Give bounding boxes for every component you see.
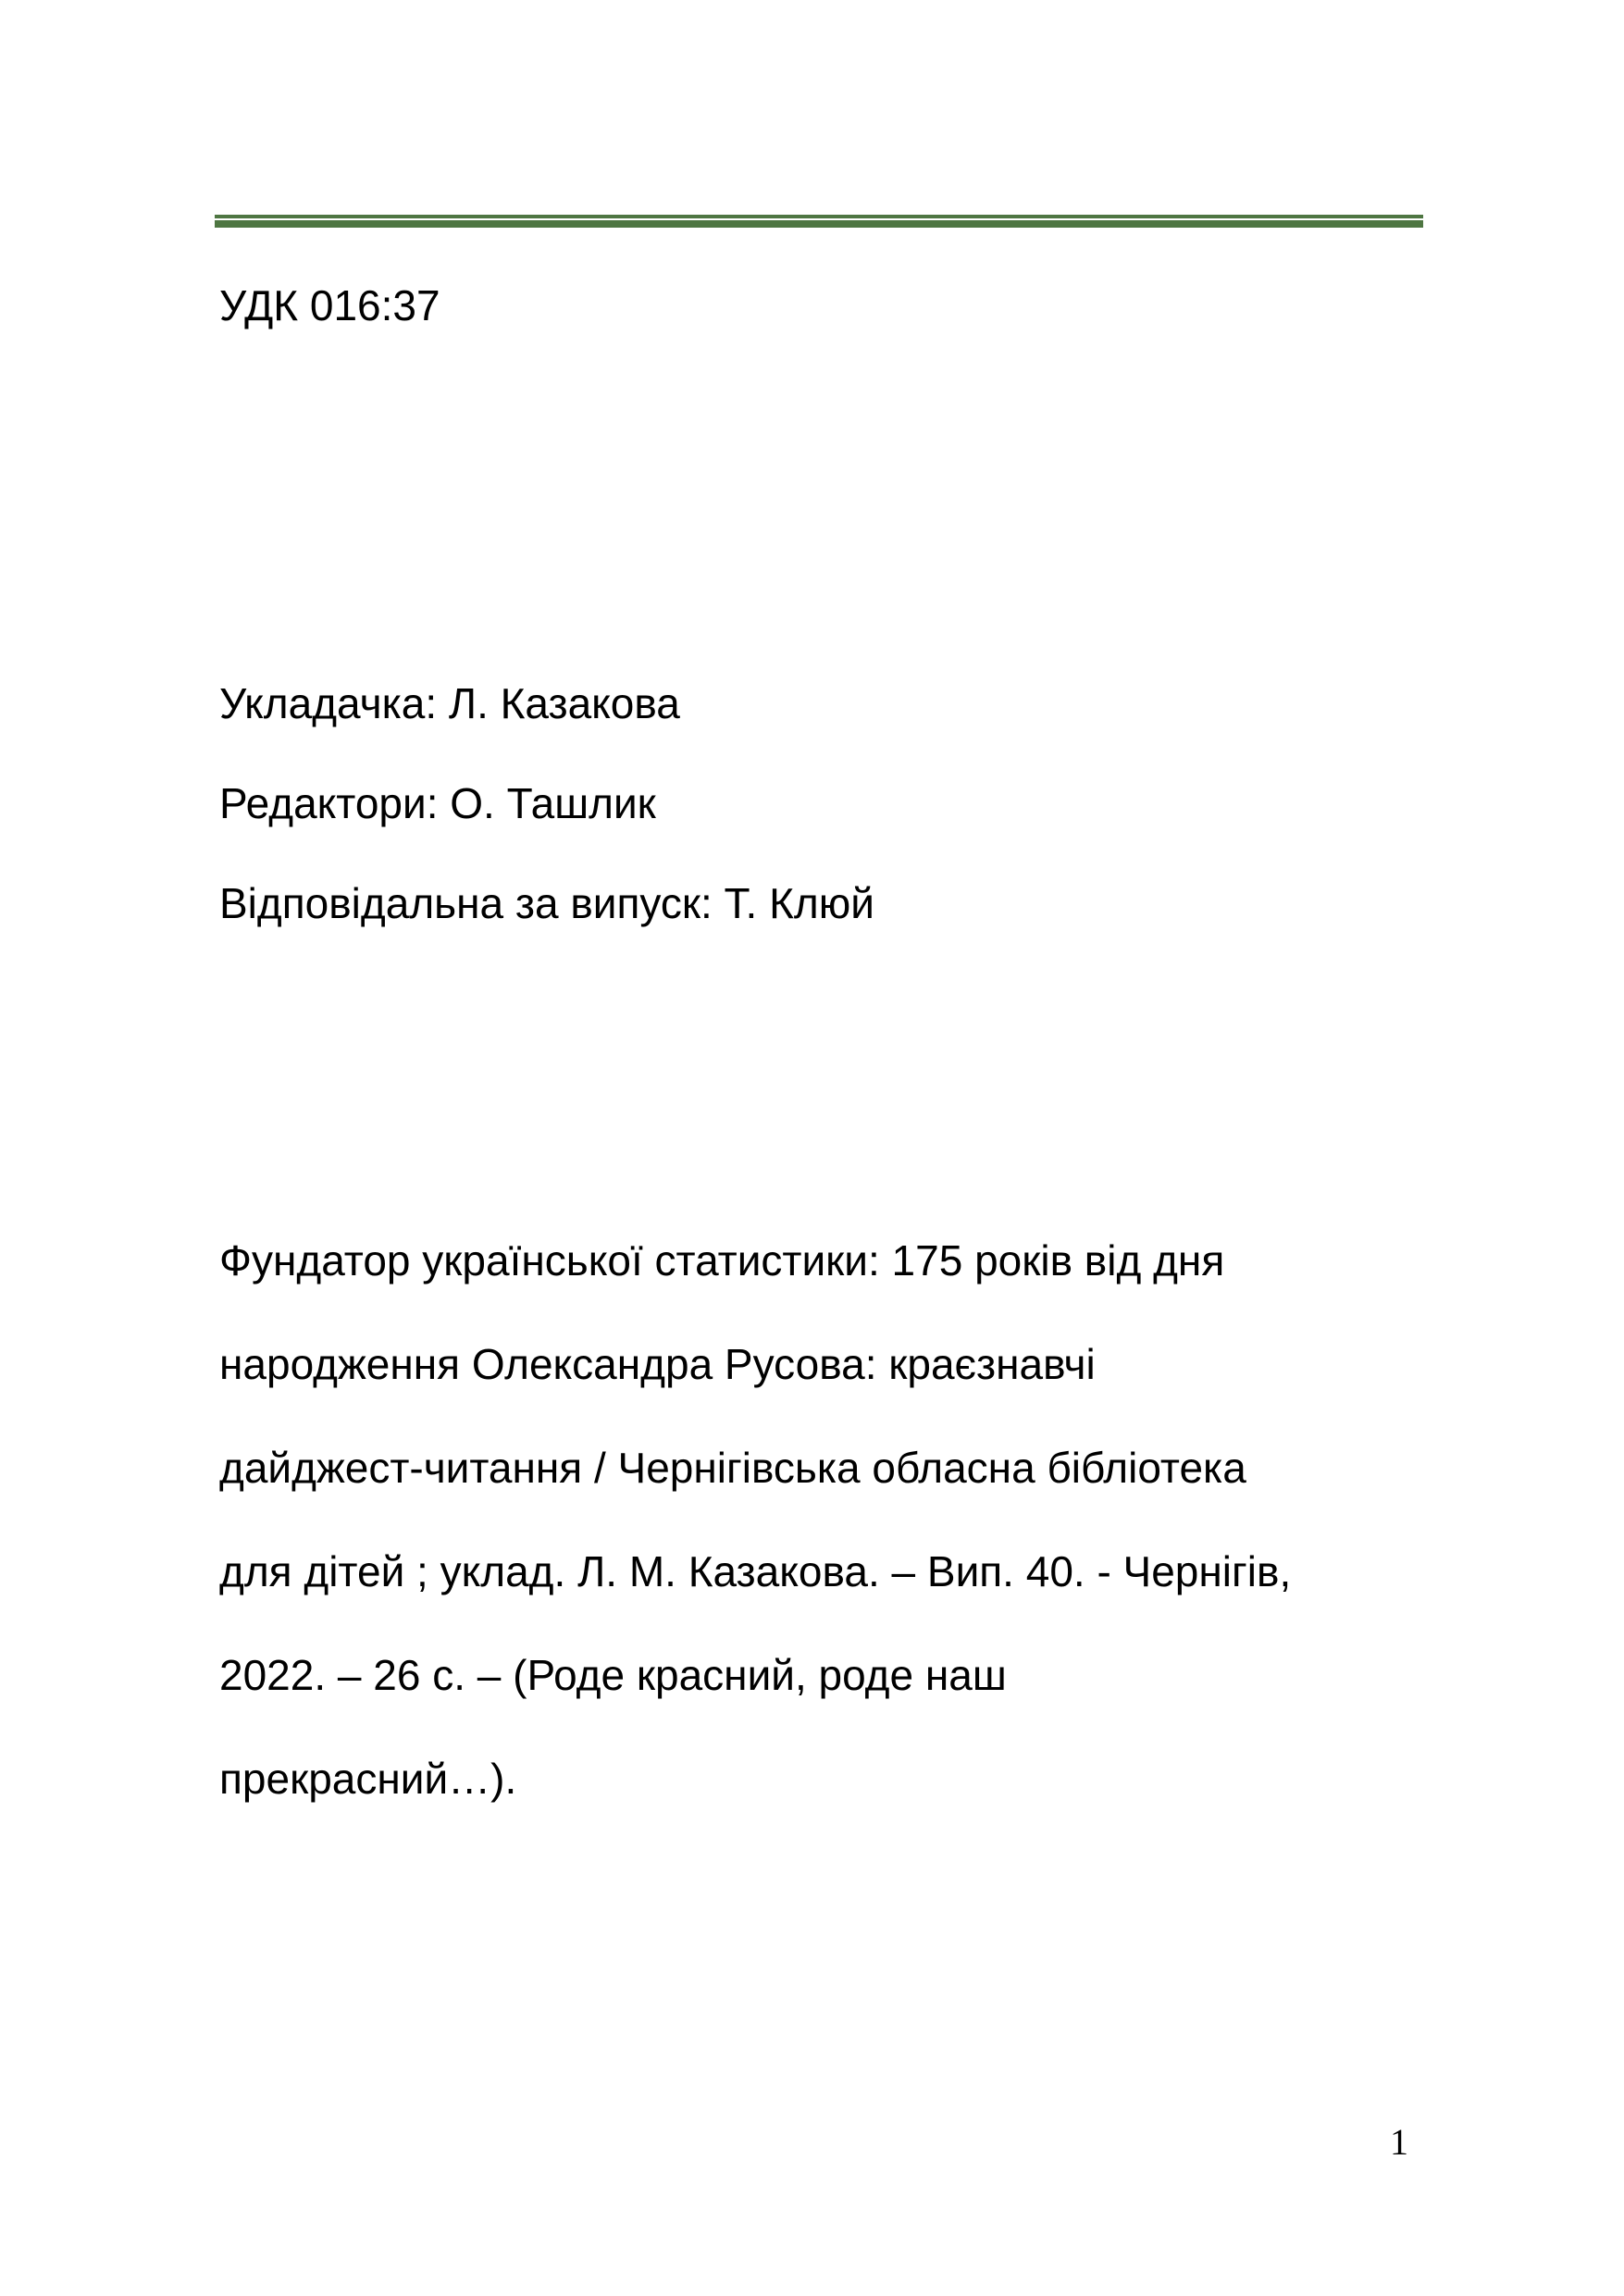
page-number: 1 [1390,2121,1408,2163]
citation-line: народження Олександра Русова: краєзнавчі [219,1340,1096,1388]
udc-code: УДК 016:37 [219,281,440,329]
citation-line: дайджест-читання / Чернігівська обласна бібліотека [219,1444,1246,1492]
header-rule-thick-line [215,220,1423,228]
citation-line: прекрасний…). [219,1755,517,1803]
editors-line: Редактори: О. Ташлик [219,779,656,827]
compiler-line: Укладачка: Л. Казакова [219,679,680,727]
bibliographic-citation [219,1183,1422,1856]
credits-block [219,676,874,975]
responsible-line: Відповідальна за випуск: Т. Клюй [219,879,874,927]
citation-line: Фундатор української статистики: 175 років від дня [219,1236,1225,1285]
citation-line: 2022. – 26 с. – (Роде красний, роде наш [219,1651,1007,1699]
citation-line: для дітей ; уклад. Л. М. Казакова. – Вип. 40. - Чернігів, [219,1547,1292,1595]
header-rule [215,215,1423,228]
